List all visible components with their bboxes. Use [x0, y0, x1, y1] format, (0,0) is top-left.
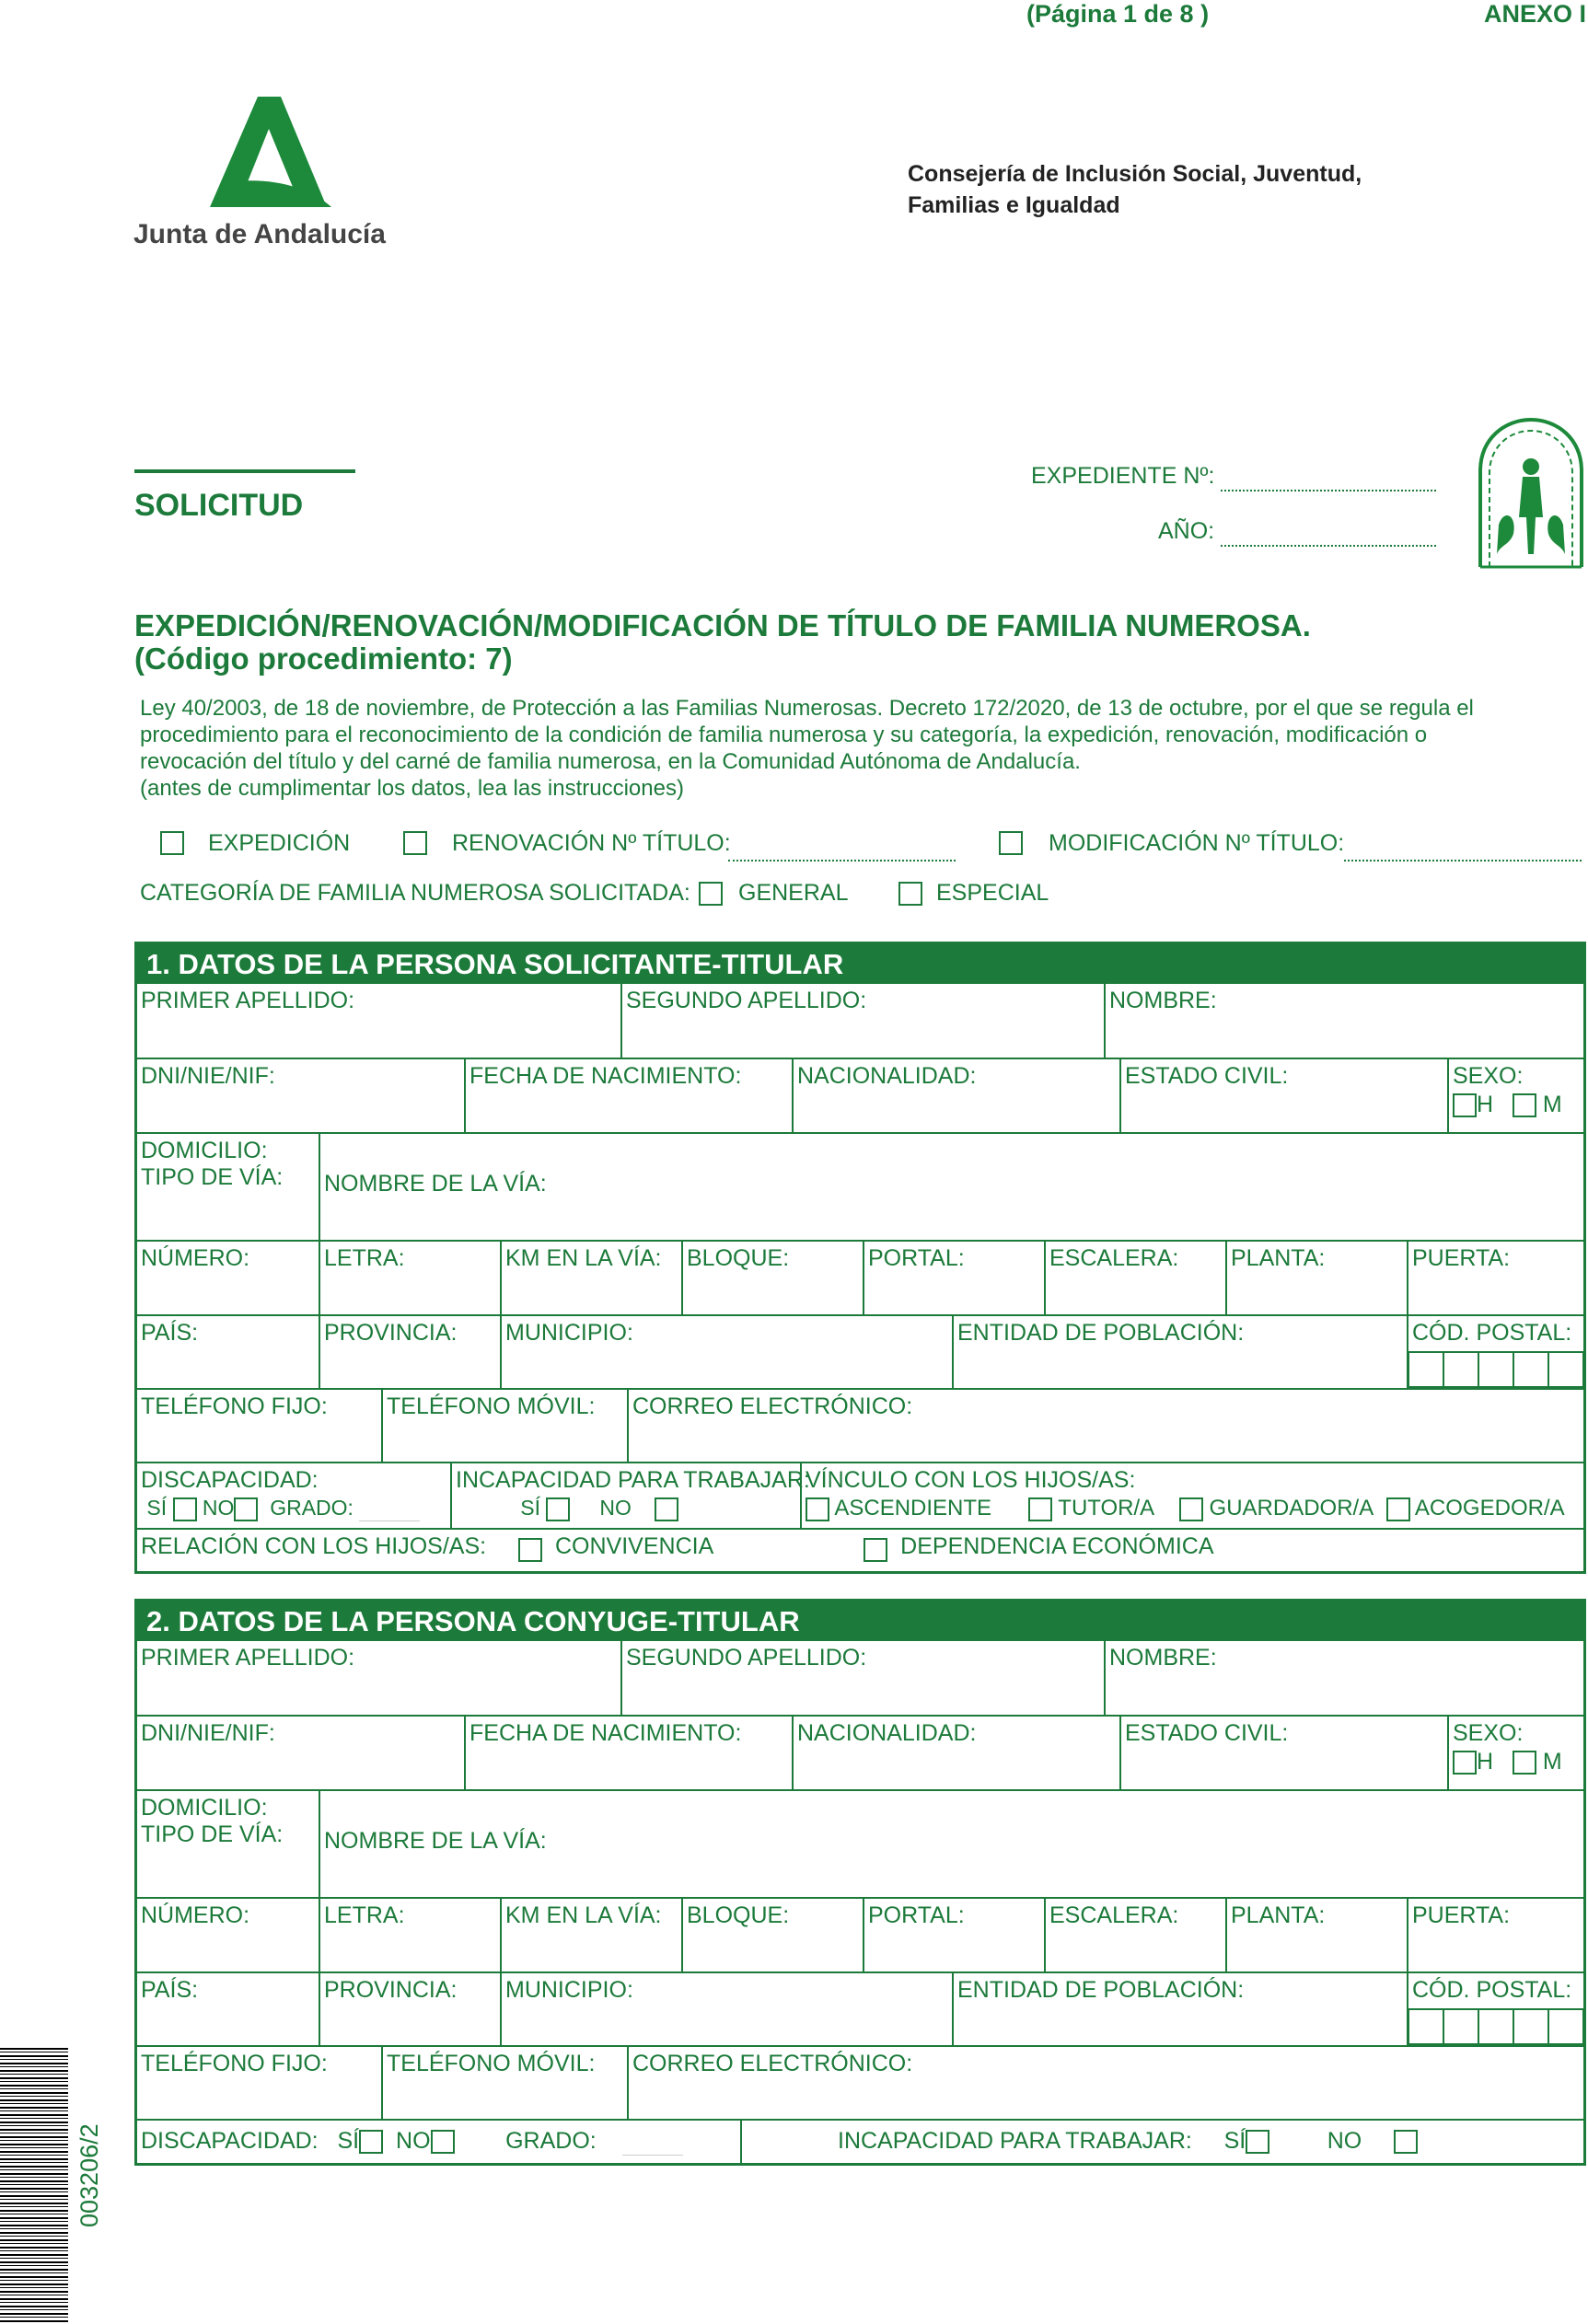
discapacidad-no-checkbox-2[interactable] — [431, 2130, 455, 2154]
contact-row-2 — [137, 2045, 1583, 2119]
expedicion-checkbox[interactable] — [160, 831, 184, 855]
identity-row-2 — [137, 1715, 1583, 1789]
sexo-field-2: SEXO: H M — [1447, 1717, 1583, 1789]
address-row-2 — [137, 1789, 1583, 1897]
email-field[interactable]: CORREO ELECTRÓNICO: — [627, 1390, 1583, 1462]
nombre-via-field-2[interactable]: NOMBRE DE LA VÍA: — [319, 1791, 1583, 1897]
segundo-apellido-field-2[interactable]: SEGUNDO APELLIDO: — [620, 1641, 1104, 1715]
primer-apellido-field[interactable]: PRIMER APELLIDO: — [141, 988, 355, 1013]
convivencia-label: CONVIVENCIA — [555, 1533, 714, 1559]
bloque-field-2[interactable]: BLOQUE: — [681, 1899, 863, 1971]
cp-digit-boxes[interactable] — [1408, 1351, 1583, 1388]
expediente-label: EXPEDIENTE Nº: — [1031, 463, 1215, 489]
junta-logo — [129, 92, 405, 249]
numero-field[interactable]: NÚMERO: — [141, 1245, 250, 1271]
form-title: EXPEDICIÓN/RENOVACIÓN/MODIFICACIÓN DE TÍTULO DE FAMILIA NUMEROSA. (Código procedimiento: 7) — [134, 608, 1311, 676]
dni-field-2[interactable]: DNI/NIE/NIF: — [141, 1720, 275, 1746]
legal-text: Ley 40/2003, de 18 de noviembre, de Protección a las Familias Numerosas. Decreto 172/2020, de 13 de octubre, por el que se regula el procedimiento para el reconocimiento de la condición de familia numerosa y su categoría, la expedición, renovación, modificación o revocación del título y del carné de familia numerosa, en la Comunidad Autónoma de Andalucía. (antes de cumplimentar los datos, lea las instrucciones) — [140, 696, 1474, 801]
provincia-field-2[interactable]: PROVINCIA: — [319, 1973, 500, 2045]
escalera-field-2[interactable]: ESCALERA: — [1044, 1899, 1225, 1971]
sexo-h-checkbox[interactable] — [1453, 1093, 1477, 1117]
section-1-title: 1. DATOS DE LA PERSONA SOLICITANTE-TITULAR — [137, 944, 1583, 984]
incapacidad-no-checkbox-2[interactable] — [1394, 2130, 1418, 2154]
contact-row — [137, 1388, 1583, 1462]
incapacidad-no-checkbox[interactable] — [655, 1497, 678, 1521]
portal-field[interactable]: PORTAL: — [863, 1242, 1044, 1314]
especial-checkbox[interactable] — [898, 882, 922, 906]
letra-field-2[interactable]: LETRA: — [319, 1899, 500, 1971]
dni-field[interactable]: DNI/NIE/NIF: — [141, 1063, 275, 1089]
discapacidad-field-2: DISCAPACIDAD: SÍ NO GRADO: — [137, 2121, 740, 2165]
renovacion-label: RENOVACIÓN Nº TÍTULO: — [452, 830, 731, 856]
codigo-postal-field-2[interactable]: CÓD. POSTAL: — [1407, 1973, 1583, 2045]
acogedor-checkbox[interactable] — [1386, 1497, 1410, 1521]
anio-label: AÑO: — [1158, 518, 1215, 544]
section-conyuge — [134, 1599, 1586, 2166]
fecha-nacimiento-field-2[interactable]: FECHA DE NACIMIENTO: — [464, 1717, 792, 1789]
identity-row — [137, 1058, 1583, 1132]
solicitud-rule — [134, 469, 355, 473]
especial-label: ESPECIAL — [936, 880, 1049, 906]
junta-logo-icon — [129, 92, 405, 207]
discapacidad-no-checkbox[interactable] — [234, 1497, 258, 1521]
bloque-field[interactable]: BLOQUE: — [681, 1242, 863, 1314]
expedicion-label: EXPEDICIÓN — [208, 830, 351, 856]
planta-field-2[interactable]: PLANTA: — [1225, 1899, 1407, 1971]
anio-field[interactable] — [1221, 528, 1436, 547]
categoria-label: CATEGORÍA DE FAMILIA NUMEROSA SOLICITADA: — [140, 880, 690, 906]
guardador-checkbox[interactable] — [1179, 1497, 1203, 1521]
puerta-field-2[interactable]: PUERTA: — [1407, 1899, 1583, 1971]
modificacion-checkbox[interactable] — [999, 831, 1023, 855]
department-name: Consejería de Inclusión Social, Juventud, Familias e Igualdad — [908, 161, 1362, 218]
nombre-via-field[interactable]: NOMBRE DE LA VÍA: — [319, 1134, 1583, 1240]
names-row — [137, 984, 1583, 1058]
puerta-field[interactable]: PUERTA: — [1407, 1242, 1583, 1314]
fecha-nacimiento-field[interactable]: FECHA DE NACIMIENTO: — [464, 1059, 792, 1132]
letra-field[interactable]: LETRA: — [319, 1242, 500, 1314]
primer-apellido-field-2[interactable]: PRIMER APELLIDO: — [141, 1645, 355, 1671]
discapacidad-field: DISCAPACIDAD: SÍ NO GRADO: — [137, 1463, 450, 1528]
disability-row — [137, 1462, 1583, 1528]
relacion-row — [137, 1528, 1583, 1574]
form-type: SOLICITUD — [134, 488, 304, 523]
entidad-field[interactable]: ENTIDAD DE POBLACIÓN: — [952, 1316, 1407, 1388]
ascendiente-checkbox[interactable] — [806, 1497, 829, 1521]
names-row-2 — [137, 1641, 1583, 1715]
incapacidad-si-checkbox-2[interactable] — [1246, 2130, 1269, 2154]
telefono-fijo-field-2[interactable]: TELÉFONO FIJO: — [141, 2051, 328, 2076]
tipo-via-field[interactable]: DOMICILIO: TIPO DE VÍA: — [141, 1138, 284, 1190]
grado-field-2[interactable] — [622, 2128, 683, 2156]
address-row — [137, 1132, 1583, 1240]
incapacidad-si-checkbox[interactable] — [546, 1497, 570, 1521]
emblem-icon — [1477, 416, 1585, 569]
tutor-checkbox[interactable] — [1028, 1497, 1052, 1521]
dependencia-label: DEPENDENCIA ECONÓMICA — [900, 1533, 1214, 1559]
address-details-row-2 — [137, 1897, 1583, 1971]
location-row — [137, 1314, 1583, 1388]
sexo-h-checkbox-2[interactable] — [1453, 1751, 1477, 1775]
telefono-movil-field-2[interactable]: TELÉFONO MÓVIL: — [381, 2047, 627, 2119]
incapacidad-field: INCAPACIDAD PARA TRABAJAR: SÍ NO — [450, 1463, 800, 1528]
modificacion-label: MODIFICACIÓN Nº TÍTULO: — [1049, 830, 1345, 856]
andalucia-emblem — [1477, 416, 1585, 569]
address-details-row — [137, 1240, 1583, 1314]
entidad-field-2[interactable]: ENTIDAD DE POBLACIÓN: — [952, 1973, 1407, 2045]
discapacidad-si-checkbox[interactable] — [173, 1497, 197, 1521]
planta-field[interactable]: PLANTA: — [1225, 1242, 1407, 1314]
tipo-via-field-2[interactable]: DOMICILIO: TIPO DE VÍA: — [141, 1795, 284, 1847]
convivencia-checkbox[interactable] — [518, 1538, 542, 1562]
location-row-2 — [137, 1971, 1583, 2045]
escalera-field[interactable]: ESCALERA: — [1044, 1242, 1225, 1314]
km-field[interactable]: KM EN LA VÍA: — [500, 1242, 681, 1314]
nacionalidad-field-2[interactable]: NACIONALIDAD: — [792, 1717, 1119, 1789]
vinculo-field: VÍNCULO CON LOS HIJOS/AS: ASCENDIENTE TUTOR/A GUARDADOR/A ACOGEDOR/A — [800, 1463, 1583, 1528]
general-label: GENERAL — [738, 880, 849, 906]
nacionalidad-field[interactable]: NACIONALIDAD: — [792, 1059, 1119, 1132]
relacion-label: RELACIÓN CON LOS HIJOS/AS: — [141, 1533, 487, 1559]
estado-civil-field-2[interactable]: ESTADO CIVIL: — [1119, 1717, 1447, 1789]
renovacion-checkbox[interactable] — [403, 831, 427, 855]
portal-field-2[interactable]: PORTAL: — [863, 1899, 1044, 1971]
numero-field-2[interactable]: NÚMERO: — [141, 1902, 250, 1928]
segundo-apellido-field[interactable]: SEGUNDO APELLIDO: — [620, 984, 1104, 1058]
email-field-2[interactable]: CORREO ELECTRÓNICO: — [627, 2047, 1583, 2119]
municipio-field[interactable]: MUNICIPIO: — [500, 1316, 952, 1388]
nombre-field-2[interactable]: NOMBRE: — [1104, 1641, 1583, 1715]
general-checkbox[interactable] — [699, 882, 723, 906]
municipio-field-2[interactable]: MUNICIPIO: — [500, 1973, 952, 2045]
dependencia-checkbox[interactable] — [864, 1538, 887, 1562]
telefono-movil-field[interactable]: TELÉFONO MÓVIL: — [381, 1390, 627, 1462]
form-code: 003206/2 — [75, 2123, 103, 2227]
pais-field[interactable]: PAÍS: — [141, 1320, 199, 1346]
renovacion-titulo-field[interactable] — [728, 843, 956, 861]
pais-field-2[interactable]: PAÍS: — [141, 1977, 199, 2003]
barcode — [0, 2048, 68, 2324]
provincia-field[interactable]: PROVINCIA: — [319, 1316, 500, 1388]
grado-field[interactable] — [359, 1496, 420, 1521]
annex-label: ANEXO I — [1484, 0, 1587, 28]
disability-row-2 — [137, 2119, 1583, 2165]
page-number: (Página 1 de 8 ) — [1026, 0, 1210, 28]
section-2-title: 2. DATOS DE LA PERSONA CONYUGE-TITULAR — [137, 1601, 1583, 1641]
nombre-field[interactable]: NOMBRE: — [1104, 984, 1583, 1058]
discapacidad-si-checkbox-2[interactable] — [359, 2130, 383, 2154]
logo-text: Junta de Andalucía — [133, 219, 386, 249]
telefono-fijo-field[interactable]: TELÉFONO FIJO: — [141, 1393, 328, 1419]
section-solicitante — [134, 942, 1586, 1574]
expediente-field[interactable] — [1221, 473, 1436, 491]
estado-civil-field[interactable]: ESTADO CIVIL: — [1119, 1059, 1447, 1132]
modificacion-titulo-field[interactable] — [1344, 843, 1582, 861]
km-field-2[interactable]: KM EN LA VÍA: — [500, 1899, 681, 1971]
incapacidad-field-2: INCAPACIDAD PARA TRABAJAR: SÍ NO — [740, 2121, 1583, 2165]
sexo-m-checkbox[interactable] — [1513, 1093, 1536, 1117]
sexo-field: SEXO: H M — [1447, 1059, 1583, 1132]
codigo-postal-field[interactable]: CÓD. POSTAL: — [1407, 1316, 1583, 1388]
cp-digit-boxes-2[interactable] — [1408, 2008, 1583, 2045]
sexo-m-checkbox-2[interactable] — [1513, 1751, 1536, 1775]
